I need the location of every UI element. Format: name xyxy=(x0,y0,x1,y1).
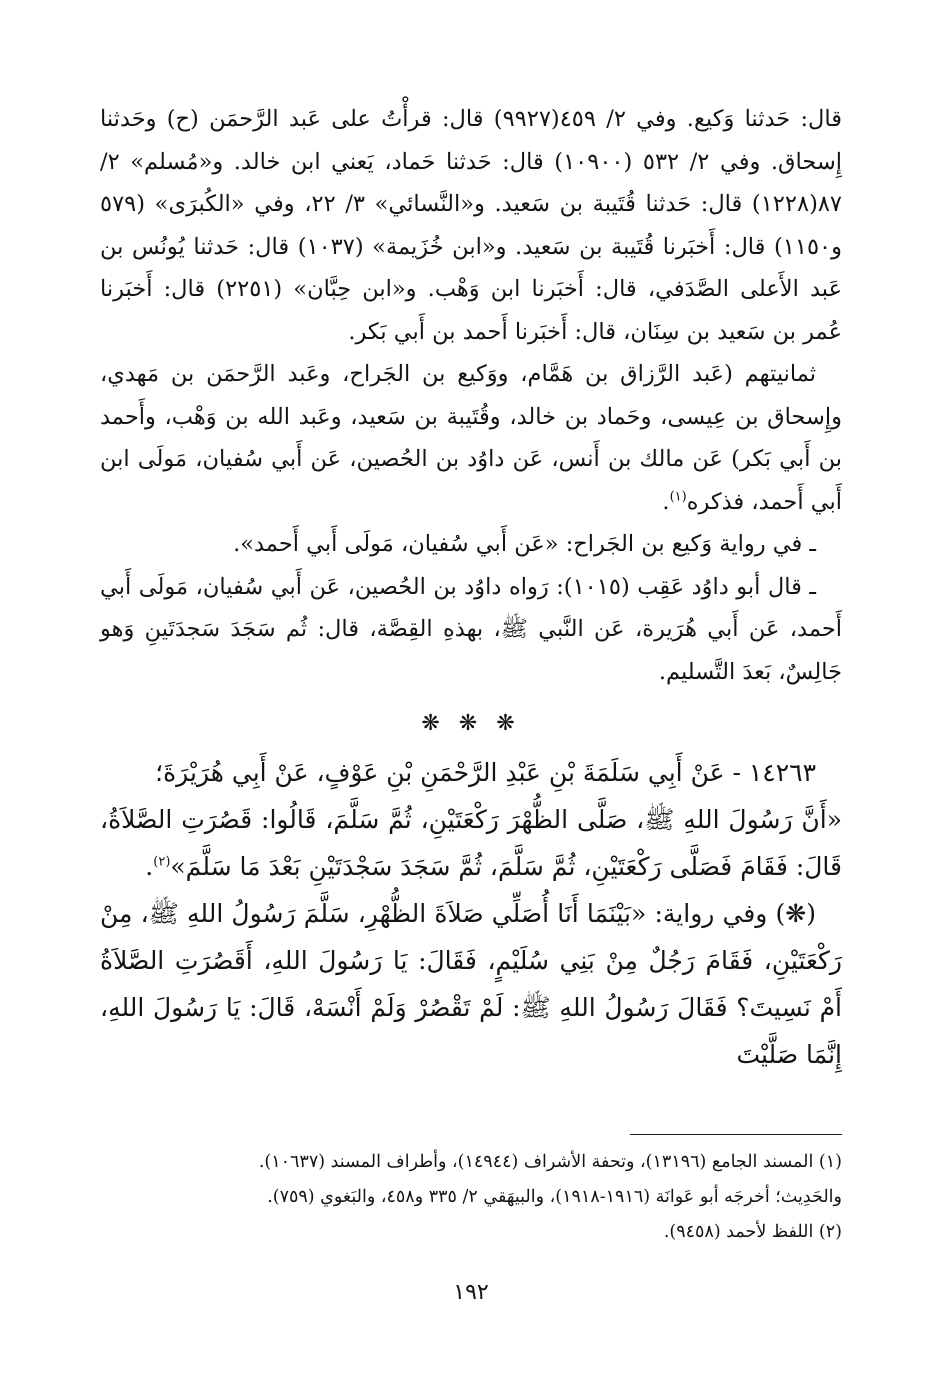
page-number: ١٩٢ xyxy=(453,1280,489,1305)
footnote-ref-1: (١) xyxy=(669,489,687,504)
footnote-divider xyxy=(630,1134,842,1135)
narrators-paragraph: ثمانيتهم (عَبد الرَّزاق بن هَمَّام، ووَكيع بن الجَراح، وعَبد الرَّحمَن بن مَهدي، وإِسحاق بن عِيسى، وحَماد بن خالد، وقُتَيبة بن سَعيد، وعَبد الله بن وَهْب، وأَحمد بن أَبي بَكر) عَن مالك بن أَنس، عَن داوُد بن الحُصين، عَن أَبي سُفيان، مَولَى ابن أَبي أَحمد، فذكره$^{(١)}$. xyxy=(100,361,842,515)
footnote-ref-2: (٢) xyxy=(153,854,171,870)
narrators-text: ثمانيتهم (عَبد الرَّزاق بن هَمَّام، ووَكيع بن الجَراح، وعَبد الرَّحمَن بن مَهدي، وإِسحاق بن عِيسى، وحَماد بن خالد، وقُتَيبة بن سَعيد، وعَبد الله بن وَهْب، وأَحمد بن أَبي بَكر) عَن مالك بن أَنس، عَن داوُد بن الحُصين، عَن أَبي سُفيان، مَولَى ابن أَبي أَحمد، فذكره xyxy=(100,361,842,515)
hadith-variant: (❋) وفي رواية: «بَيْنَمَا أَنَا أُصَلِّي صَلاَةَ الظُّهْرِ، سَلَّمَ رَسُولُ اللهِ ﷺ، مِنْ رَكْعَتَيْنِ، فَقَامَ رَجُلٌ مِنْ بَنِي سُلَيْمٍ، فَقَالَ: يَا رَسُولَ اللهِ، أَقَصُرَتِ الصَّلاَةُ أَمْ نَسِيتَ؟ فَقَالَ رَسُولُ اللهِ ﷺ: لَمْ تَقْصُرْ وَلَمْ أَنْسَهْ، قَالَ: يَا رَسُولَ اللهِ، إِنَّمَا صَلَّيْتَ xyxy=(100,899,842,1069)
footnotes xyxy=(130,1145,842,1250)
note-abu-dawud-paragraph: ـ قال أبو داوُد عَقِب (١٠١٥): رَواه داوُد بن الحُصين، عَن أَبي سُفيان، مَولَى أَبي أَحمد، عَن أَبي هُرَيرة، عَن النَّبي ﷺ، بهذهِ القِصَّة، قال: ثُم سَجَدَ سَجدَتَينِ وَهو جَالِسٌ، بَعدَ التَّسليم. xyxy=(100,573,842,685)
isnad-paragraph: قال: حَدثنا وَكيع. وفي ٢/ ٤٥٩(٩٩٢٧) قال: قرأْتُ على عَبد الرَّحمَن (ح) وحَدثنا إِسحاق. وفي ٢/ ٥٣٢ (١٠٩٠٠) قال: حَدثنا حَماد، يَعني ابن خالد. و«مُسلم» ٢/ ٨٧(١٢٢٨) قال: حَدثنا قُتَيبة بن سَعيد. و«النَّسائي» ٣/ ٢٢، وفي «الكُبرَى» (٥٧٩ و١١٥٠) قال: أَخبَرنا قُتَيبة بن سَعيد. و«ابن خُزَيمة» (١٠٣٧) قال: حَدثنا يُونُس بن عَبد الأَعلى الصَّدَفي، قال: أَخبَرنا ابن وَهْب. و«ابن حِبَّان» (٢٢٥١) قال: أَخبَرنا عُمر بن سَعيد بن سِنَان، قال: أَخبَرنا أَحمد بن أَبي بَكر. xyxy=(100,106,843,345)
note-waki-paragraph: ـ في رواية وَكيع بن الجَراح: «عَن أَبي سُفيان، مَولَى أَبي أَحمد». xyxy=(233,531,816,557)
footnote-1: (١) المسند الجامع (١٣١٩٦)، وتحفة الأشراف (١٤٩٤٤)، وأطراف المسند (١٠٦٣٧). xyxy=(258,1152,842,1172)
footnote-2: (٢) اللفظ لأحمد (٩٤٥٨). xyxy=(663,1222,842,1242)
page-body xyxy=(100,98,842,1078)
section-separator: ❋ ❋ ❋ xyxy=(421,711,521,736)
hadith-heading: ١٤٢٦٣ - عَنْ أَبِي سَلَمَةَ بْنِ عَبْدِ الرَّحْمَنِ بْنِ عَوْفٍ، عَنْ أَبِي هُرَيْرَةَ؛ xyxy=(155,758,816,787)
hadith-matn: «أَنَّ رَسُولَ اللهِ ﷺ، صَلَّى الظُّهْرَ رَكْعَتَيْنِ، ثُمَّ سَلَّمَ، قَالُوا: قَصُرَتِ الصَّلاَةُ، قَالَ: فَقَامَ فَصَلَّى رَكْعَتَيْنِ، ثُمَّ سَلَّمَ، ثُمَّ سَجَدَ سَجْدَتَيْنِ بَعْدَ مَا سَلَّمَ» xyxy=(100,805,842,881)
footnote-1-continued: والحَدِيث؛ أخرجَه أبو عَوانَة (١٩١٦-١٩١٨)، والبيهَقي ٢/ ٣٣٥ و٤٥٨، والبَغوي (٧٥٩). xyxy=(267,1187,842,1207)
hadith-text: «أَنَّ رَسُولَ اللهِ ﷺ، صَلَّى الظُّهْرَ رَكْعَتَيْنِ، ثُمَّ سَلَّمَ، قَالُوا: قَصُرَتِ الصَّلاَةُ، قَالَ: فَقَامَ فَصَلَّى رَكْعَتَيْنِ، ثُمَّ سَلَّمَ، ثُمَّ سَجَدَ سَجْدَتَيْنِ بَعْدَ مَا سَلَّمَ»$^{(٢)}$. xyxy=(100,805,842,881)
